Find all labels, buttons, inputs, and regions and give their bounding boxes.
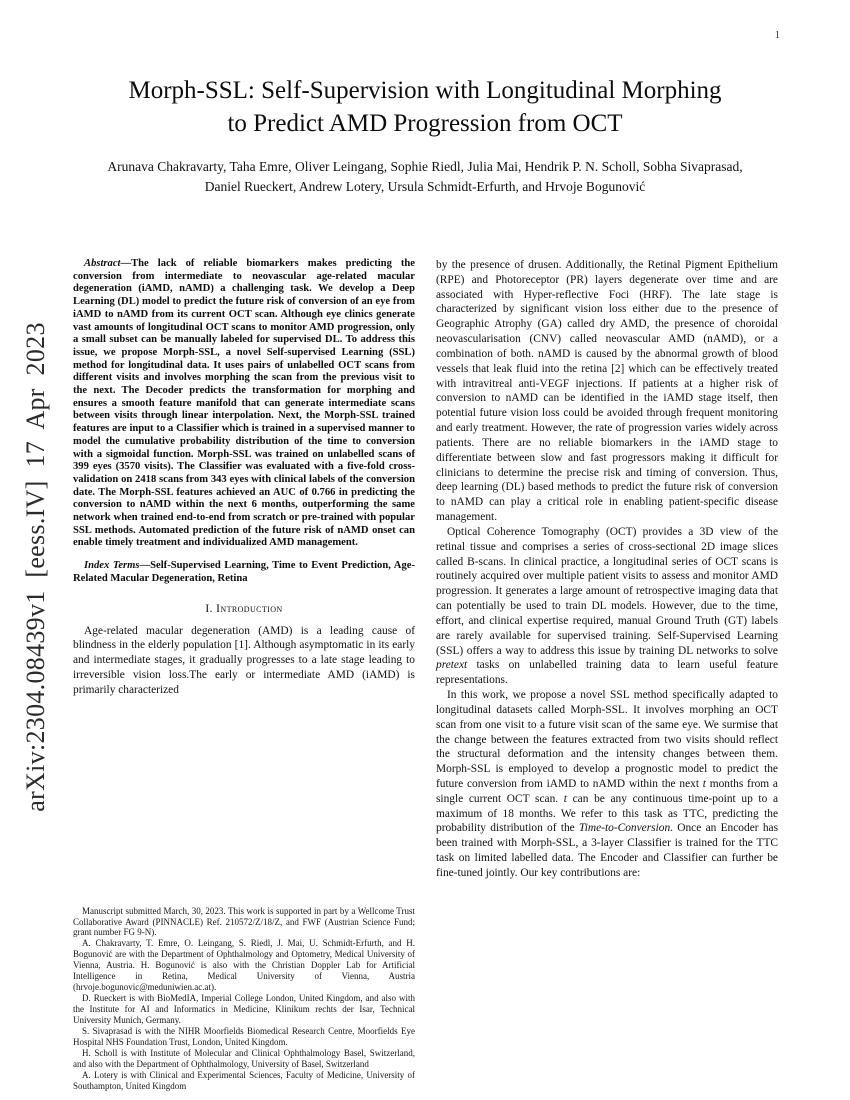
body-paragraph: In this work, we propose a novel SSL method specifically adapted to longitudinal datasets called Morph-SSL. It involves morphing an OCT scan from one visit to a future visit scan of the same eye. We surmise that the change between the features extracted from two visits should reflect the structural deformation and the intensity changes between them. Morph-SSL is employed to develop a prognostic model to predict the future conversion from iAMD to nAMD within the next t months from a single current OCT scan. t can be any continuous time-point up to a maximum of 18 months. We refer to this task as TTC, predicting the probability distribution of the Time-to-Conversion. Once an Encoder has been trained with Morph-SSL, a 3-layer Classifier is trained for the TTC task on limited labelled data. The Encoder and Classifier can further be fine-tuned jointly. Our key contributions are: (436, 689, 778, 879)
footnote-affiliation-sivaprasad: S. Sivaprasad is with the NIHR Moorfields Biomedical Research Centre, Moorfields Eye Hospital NHS Foundation Trust, London, United Kingdom. (73, 1026, 415, 1048)
two-column-body (73, 258, 778, 1092)
footnote-affiliation-lotery: A. Lotery is with Clinical and Experimental Sciences, Faculty of Medicine, University of Southampton, United Kingdom (73, 1070, 415, 1092)
arxiv-watermark-text: arXiv:2304.08439v1 [eess.IV] 17 Apr 2023 (21, 322, 50, 812)
footnote-affiliation-scholl: H. Scholl is with Institute of Molecular and Clinical Ophthalmology Basel, Switzerland, and also with the Department of Ophthalmology, University of Basel, Switzerland (73, 1048, 415, 1070)
index-terms: Index Terms—Self-Supervised Learning, Time to Event Prediction, Age-Related Macular Degeneration, Retina (73, 560, 415, 584)
footnote-affiliation-vienna: A. Chakravarty, T. Emre, O. Leingang, S. Riedl, J. Mai, U. Schmidt-Erfurth, and H. Bogunović are with the Department of Ophthalmology and Optometry, Medical University of Vienna, Austria. H. Bogunović is also with the Christian Doppler Lab for Artificial Intelligence in Retina, Medical University of Vienna, Austria (hrvoje.bogunovic@meduniwien.ac.at). (73, 938, 415, 993)
author-list: Arunava Chakravarty, Taha Emre, Oliver Leingang, Sophie Riedl, Julia Mai, Hendrik P. N. Scholl, Sobha Sivaprasad, Daniel Rueckert, Andrew Lotery, Ursula Schmidt-Erfurth, and Hrvoje Bogunović (107, 159, 743, 195)
footnote-funding: Manuscript submitted March, 30, 2023. This work is supported in part by a Wellcome Trust Collaborative Award (PINNACLE) Ref. 210572/Z/18/Z, and FWF (Austrian Science Fund; grant number FG 9-N). (73, 905, 415, 938)
right-column (436, 258, 778, 1092)
abstract: Abstract—The lack of reliable biomarkers makes predicting the conversion from intermediate to neovascular age-related macular degeneration (iAMD, nAMD) a challenging task. We develop a Deep Learning (DL) model to predict the future risk of conversion of an eye from iAMD to nAMD from its current OCT scan. Although eye clinics generate vast amounts of longitudinal OCT scans to monitor AMD progression, only a small subset can be manually labeled for supervised DL. To address this issue, we propose Morph-SSL, a novel Self-supervised Learning (SSL) method for longitudinal data. It uses pairs of unlabelled OCT scans from different visits and involves morphing the scan from the previous visit to the next. The Decoder predicts the transformation for morphing and ensures a smooth feature manifold that can generate intermediate scans between visits through linear interpolation. Next, the Morph-SSL trained features are input to a Classifier which is trained in a supervised manner to model the cumulative probability distribution of the time to conversion with a sigmoidal function. Morph-SSL was trained on unlabelled scans of 399 eyes (3570 visits). The Classifier was evaluated with a five-fold cross-validation on 2418 scans from 343 eyes with clinical labels of the conversion date. The Morph-SSL features achieved an AUC of 0.766 in predicting the conversion to nAMD within the next 6 months, outperforming the same network when trained end-to-end from scratch or pre-trained with popular SSL methods. Automated prediction of the future risk of nAMD onset can enable timely treatment and individualized AMD management. (73, 258, 415, 549)
page-number: 1 (774, 30, 780, 41)
footnotes-block (73, 900, 415, 1092)
left-column (73, 258, 415, 1092)
arxiv-watermark (18, 283, 54, 851)
introduction-paragraph: Age-related macular degeneration (AMD) is a leading cause of blindness in the elderly population [1]. Although asymptomatic in its early and intermediate stages, it gradually progresses to a late stage leading to irreversible vision loss.The early or intermediate AMD (iAMD) is primarily characterized (73, 624, 415, 696)
paper-header (0, 0, 850, 198)
footnote-affiliation-rueckert: D. Rueckert is with BioMedIA, Imperial College London, United Kingdom, and also with the Institute for AI and Informatics in Medicine, Klinikum rechts der Isar, Technical University Munich, Germany. (73, 993, 415, 1026)
body-paragraph: Optical Coherence Tomography (OCT) provides a 3D view of the retinal tissue and comprises a series of cross-sectional 2D image slices called B-scans. In clinical practice, a longitudinal series of OCT scans is routinely acquired over multiple patient visits to assess and monitor AMD progression. It generates a large amount of retrospective imaging data that can potentially be used to train DL models. However, due to the time, effort, and clinical expertise required, manual Ground Truth (GT) labels are rarely available for supervised training. Self-Supervised Learning (SSL) offers a way to address this issue by training DL networks to solve pretext tasks on unlabelled training data to learn useful feature representations. (436, 525, 778, 687)
section-heading-introduction: I. Introduction (205, 602, 283, 615)
body-paragraph: by the presence of drusen. Additionally, the Retinal Pigment Epithelium (RPE) and Photoreceptor (PR) layers degenerate over time and are associated with Hyper-reflective Foci (HRF). The late stage is characterized by significant vision loss either due to the presence of Geographic Atrophy (GA) called dry AMD, the presence of choroidal neovascularisation (CNV) called neovascular AMD (nAMD), or a combination of both. nAMD is caused by the abnormal growth of blood vessels that leak fluid into the retina [2] which can be effectively treated with intravitreal anti-VEGF injections. If patients at a higher risk of conversion to nAMD can be identified in the iAMD stage itself, then potential future vision loss could be avoided through frequent monitoring and early treatment. However, the rate of progression varies widely across patients. There are no reliable biomarkers in the iAMD stage to differentiate between slow and fast progressors making it difficult for clinicians to determine the precise risk and timing of conversion. Thus, deep learning (DL) based methods to predict the future risk of conversion to nAMD can play a critical role in enabling patient-specific disease management. (436, 259, 778, 524)
paper-title: Morph-SSL: Self-Supervision with Longitudinal Morphing to Predict AMD Progression from OCT (128, 77, 722, 137)
